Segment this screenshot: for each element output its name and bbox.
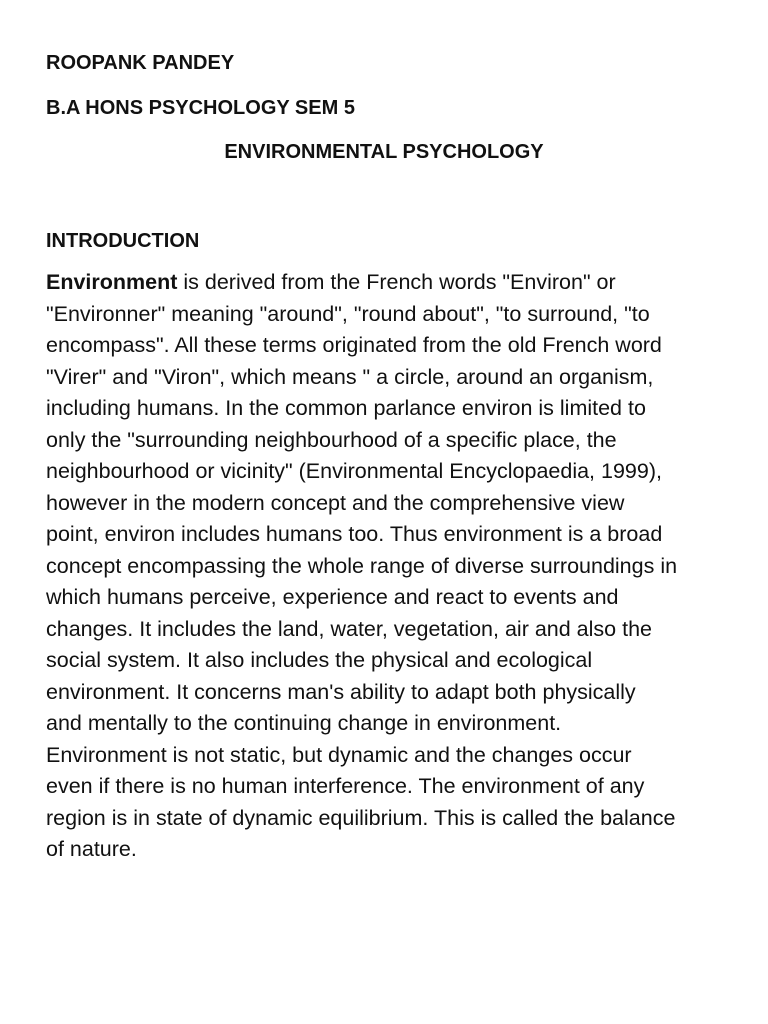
paragraph-line: point, environ includes humans too. Thus environment is a broad (46, 522, 663, 546)
paragraph-line: "Virer" and "Viron", which means " a circle, around an organism, (46, 364, 654, 389)
paragraph-line: "Environner" meaning "around", "round about", "to surround, "to (46, 301, 650, 326)
paragraph-line: of nature. (46, 837, 137, 861)
paragraph-line: including humans. In the common parlance environ is limited to (46, 396, 646, 420)
paragraph-line: encompass". All these terms originated from the old French word (46, 333, 662, 357)
lead-term: Environment (46, 270, 178, 294)
paragraph-line: Environment is not static, but dynamic and the changes occur (46, 742, 632, 767)
paragraph-line: however in the modern concept and the comprehensive view (46, 490, 625, 515)
document-title: ENVIRONMENTAL PSYCHOLOGY (224, 141, 544, 163)
paragraph-line: which humans perceive, experience and react to events and (46, 585, 619, 609)
paragraph-line-text: is derived from the French words "Environ" or (177, 270, 616, 294)
paragraph-line: even if there is no human interference. The environment of any (46, 774, 645, 798)
paragraph-line: and mentally to the continuing change in environment. (46, 711, 562, 735)
paragraph-line: concept encompassing the whole range of diverse surroundings in (46, 553, 678, 578)
paragraph-line: changes. It includes the land, water, vegetation, air and also the (46, 616, 652, 641)
paragraph-line (46, 267, 736, 299)
paragraph-line: neighbourhood or vicinity" (Environmental Encyclopaedia, 1999), (46, 459, 662, 483)
paragraph-line: environment. It concerns man's ability to adapt both physically (46, 679, 636, 704)
course-line: B.A HONS PSYCHOLOGY SEM 5 (46, 97, 355, 119)
paragraph-line: region is in state of dynamic equilibrium. This is called the balance (46, 805, 676, 830)
author-name: ROOPANK PANDEY (46, 52, 235, 74)
section-heading: INTRODUCTION (46, 230, 200, 252)
introduction-paragraph (46, 267, 736, 866)
paragraph-line: social system. It also includes the physical and ecological (46, 648, 593, 672)
paragraph-line: only the "surrounding neighbourhood of a specific place, the (46, 427, 617, 452)
